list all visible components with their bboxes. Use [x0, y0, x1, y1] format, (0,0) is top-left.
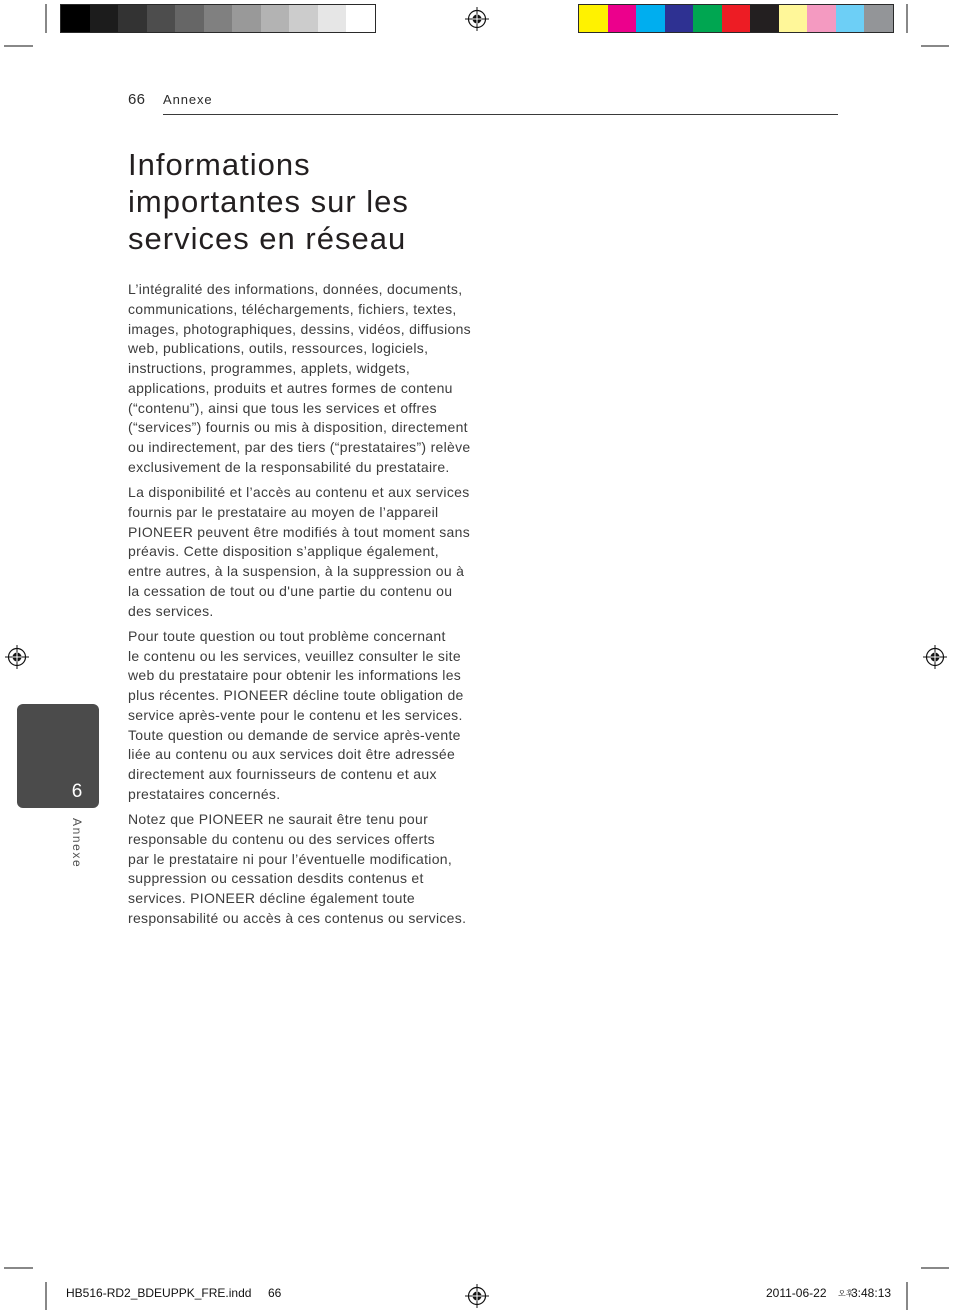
color-swatch	[693, 5, 722, 32]
body-line: responsabilité ou accès à ces contenus ou services.	[128, 909, 467, 926]
color-swatch	[579, 5, 608, 32]
color-swatch	[665, 5, 694, 32]
gray-swatch	[175, 5, 204, 32]
paragraph	[128, 627, 471, 805]
body-line: L’intégralité des informations, données, documents,	[128, 281, 463, 297]
slug-time-prefix: 오후	[838, 1289, 854, 1298]
gray-swatch	[61, 5, 90, 32]
body-line: images, photographiques, dessins, vidéos, diffusions	[128, 320, 471, 337]
body-line: web, publications, outils, ressources, logiciels,	[128, 340, 429, 357]
body-line: directement aux fournisseurs de contenu et aux	[128, 766, 437, 782]
body-line: La disponibilité et l’accès au contenu et aux services	[128, 484, 470, 500]
body-line: liée au contenu ou aux services doit être adressée	[128, 746, 456, 763]
body-line: Toute question ou demande de service après-vente	[128, 726, 461, 743]
gray-swatch	[204, 5, 233, 32]
body-line: PIONEER peuvent être modifiés à tout moment sans	[128, 523, 470, 540]
body-line: web du prestataire pour obtenir les informations les	[128, 667, 462, 684]
grayscale-control-strip	[60, 4, 376, 33]
color-swatch	[807, 5, 836, 32]
page-number: 66	[128, 91, 146, 108]
color-swatch	[636, 5, 665, 32]
body-line: suppression ou cessation desdits contenus et	[128, 870, 424, 887]
title-line: Informations	[128, 147, 311, 182]
gray-swatch	[318, 5, 347, 32]
title-line: importantes sur les	[128, 184, 409, 219]
slug-file-name: HB516-RD2_BDEUPPK_FRE.indd	[66, 1286, 252, 1300]
color-swatch	[722, 5, 751, 32]
body-line: services. PIONEER décline également toute	[128, 890, 415, 906]
chapter-number: 6	[71, 781, 83, 802]
gray-swatch	[346, 5, 375, 32]
gray-swatch	[232, 5, 261, 32]
paragraph	[128, 810, 471, 929]
body-line: exclusivement de la responsabilité du prestataire.	[128, 458, 450, 475]
chapter-tab-label: Annexe	[70, 818, 84, 869]
body-line: service après-vente pour le contenu et les services.	[128, 706, 463, 723]
color-swatch	[836, 5, 865, 32]
body-line: (“contenu”), ainsi que tous les services et offres	[128, 399, 437, 416]
paragraph	[128, 483, 471, 621]
body-line: par le prestataire ni pour l’éventuelle modification,	[128, 850, 453, 867]
color-control-strip	[578, 4, 894, 33]
body-line: entre autres, à la suspension, à la suppression ou à	[128, 563, 465, 579]
body-line: responsable du contenu ou des services offerts	[128, 830, 435, 847]
gray-swatch	[261, 5, 290, 32]
page-title	[128, 146, 409, 257]
color-swatch	[864, 5, 893, 32]
body-line: fournis par le prestataire au moyen de l’appareil	[128, 503, 439, 520]
body-line: (“services”) fournis ou mis à disposition, directement	[128, 419, 468, 436]
body-line: des services.	[128, 602, 214, 619]
color-swatch	[608, 5, 637, 32]
body-line: prestataires concernés.	[128, 785, 281, 802]
body-line: Notez que PIONEER ne saurait être tenu pour	[128, 811, 429, 827]
slug-time: 3:48:13	[851, 1286, 892, 1300]
body-line: instructions, programmes, applets, widgets,	[128, 360, 411, 376]
title-line: services en réseau	[128, 221, 407, 256]
chapter-tab	[17, 704, 99, 808]
body-line: plus récentes. PIONEER décline toute obligation de	[128, 687, 464, 703]
body-text	[128, 280, 471, 934]
body-line: la cessation de tout ou d'une partie du contenu ou	[128, 582, 453, 599]
registration-mark-bottom	[465, 1284, 489, 1308]
slug-page: 66	[268, 1286, 282, 1300]
header-rule	[163, 114, 838, 115]
registration-mark-top	[465, 7, 489, 31]
registration-mark-left	[5, 645, 29, 669]
color-swatch	[750, 5, 779, 32]
body-line: ou indirectement, par des tiers (“prestataires”) relève	[128, 439, 471, 455]
gray-swatch	[118, 5, 147, 32]
gray-swatch	[147, 5, 176, 32]
slug-date: 2011-06-22	[766, 1286, 827, 1300]
body-line: applications, produits et autres formes de contenu	[128, 379, 453, 396]
body-line: le contenu ou les services, veuillez consulter le site	[128, 647, 461, 664]
body-line: Pour toute question ou tout problème concernant	[128, 627, 446, 644]
color-swatch	[779, 5, 808, 32]
section-name: Annexe	[163, 92, 213, 107]
body-line: communications, téléchargements, fichiers, textes,	[128, 300, 457, 317]
gray-swatch	[289, 5, 318, 32]
gray-swatch	[90, 5, 119, 32]
registration-mark-right	[923, 645, 947, 669]
paragraph	[128, 280, 471, 478]
body-line: préavis. Cette disposition s’applique également,	[128, 543, 439, 560]
